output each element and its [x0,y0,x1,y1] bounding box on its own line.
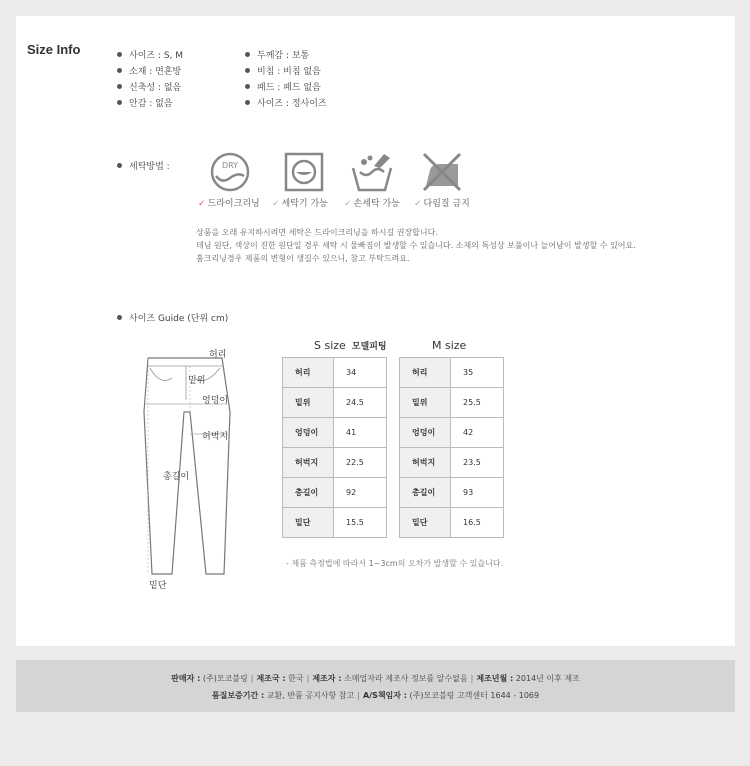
spec-item: 패드 : 패드 없음 [245,80,321,93]
wash-caption-dry: ✓ 드라이크리닝 [198,199,260,209]
table-row: 밑위 24.5 [283,388,387,418]
m-size-table [399,357,504,538]
pants-label-rise: 밑위 [188,376,206,386]
spec-item: 사이즈 : 정사이즈 [245,96,327,109]
hand-wash-icon [350,150,394,194]
washing-label: 세탁방법 : [117,159,170,172]
table-row: 허벅지 22.5 [283,448,387,478]
care-note: 홈크리닝경우 제품의 변형이 생길수 있으니, 참고 부탁드려요. [196,254,410,263]
bullet-icon [245,84,250,89]
check-icon: ✓ [414,199,422,209]
footer-line-1: 판매자 : (주)모코블링 | 제조국 : 한국 | 제조자 : 소매업자라 제조사 정보를 알수없음 | 제조년월 : 2014년 이후 제조 [171,674,580,683]
spec-item: 소재 : 면혼방 [117,64,181,77]
check-icon: ✓ [344,199,352,209]
no-ironing-icon [420,150,464,194]
pants-label-hem: 밑단 [149,581,167,591]
section-title: Size Info [27,42,81,57]
spec-item: 비침 : 비침 없음 [245,64,321,77]
table-row: 엉덩이 42 [400,418,504,448]
bullet-icon [117,84,122,89]
spec-item: 사이즈 : S, M [117,48,183,61]
footer-line-2: 품질보증기간 : 교환, 반품 공지사항 참고 | A/S책임자 : (주)모코블링 고객센터 1644 - 1069 [211,691,540,700]
bullet-icon [245,52,250,57]
table-row: 허리 34 [283,358,387,388]
spec-item: 두께감 : 보통 [245,48,309,61]
wash-caption-iron: ✓ 다림질 금지 [414,199,470,209]
bullet-icon [117,52,122,57]
dry-badge-text: DRY [221,161,239,170]
wash-caption-machine: ✓ 세탁기 가능 [272,199,328,209]
measurement-disclaimer: - 제품 측정법에 따라서 1~3cm의 오차가 발생할 수 있습니다. [286,559,504,568]
spec-item: 안감 : 없음 [117,96,173,109]
size-info-card [16,16,735,646]
s-size-title: S size 모델피팅 [314,339,387,352]
check-icon: ✓ [272,199,280,209]
bullet-icon [245,68,250,73]
bullet-icon [117,315,122,320]
pants-label-length: 총길이 [163,472,190,482]
table-row: 엉덩이 41 [283,418,387,448]
pants-label-thigh: 허벅지 [202,432,229,442]
s-size-table [282,357,387,538]
table-row: 총길이 92 [283,478,387,508]
care-note: 데님 원단, 색상이 진한 원단일 경우 세탁 시 물빠짐이 발생할 수 있습니다. 소재의 특성상 보풀이나 늘어남이 발생할 수 있어요. [196,241,636,250]
washing-machine-icon [282,150,326,194]
bullet-icon [117,163,122,168]
model-fitting-label: 모델피팅 [351,342,387,352]
size-guide-label: 사이즈 Guide (단위 cm) [117,311,228,324]
dry-clean-icon [208,150,252,194]
bullet-icon [245,100,250,105]
m-size-title: M size [432,339,467,352]
pants-diagram [140,352,240,582]
table-row: 허리 35 [400,358,504,388]
bullet-icon [117,100,122,105]
spec-item: 신축성 : 없음 [117,80,181,93]
care-note: 상품을 오래 유지하시려면 세탁은 드라이크리닝을 하시길 권장합니다. [196,228,438,237]
table-row: 허벅지 23.5 [400,448,504,478]
table-row: 밑단 15.5 [283,508,387,538]
table-row: 밑단 16.5 [400,508,504,538]
table-row: 밑위 25.5 [400,388,504,418]
pants-label-hip: 엉덩이 [202,396,229,406]
pants-label-waist: 허리 [209,350,227,360]
wash-caption-hand: ✓ 손세탁 가능 [344,199,400,209]
table-row: 총길이 93 [400,478,504,508]
bullet-icon [117,68,122,73]
check-icon: ✓ [198,199,206,209]
product-info-footer [16,660,735,712]
